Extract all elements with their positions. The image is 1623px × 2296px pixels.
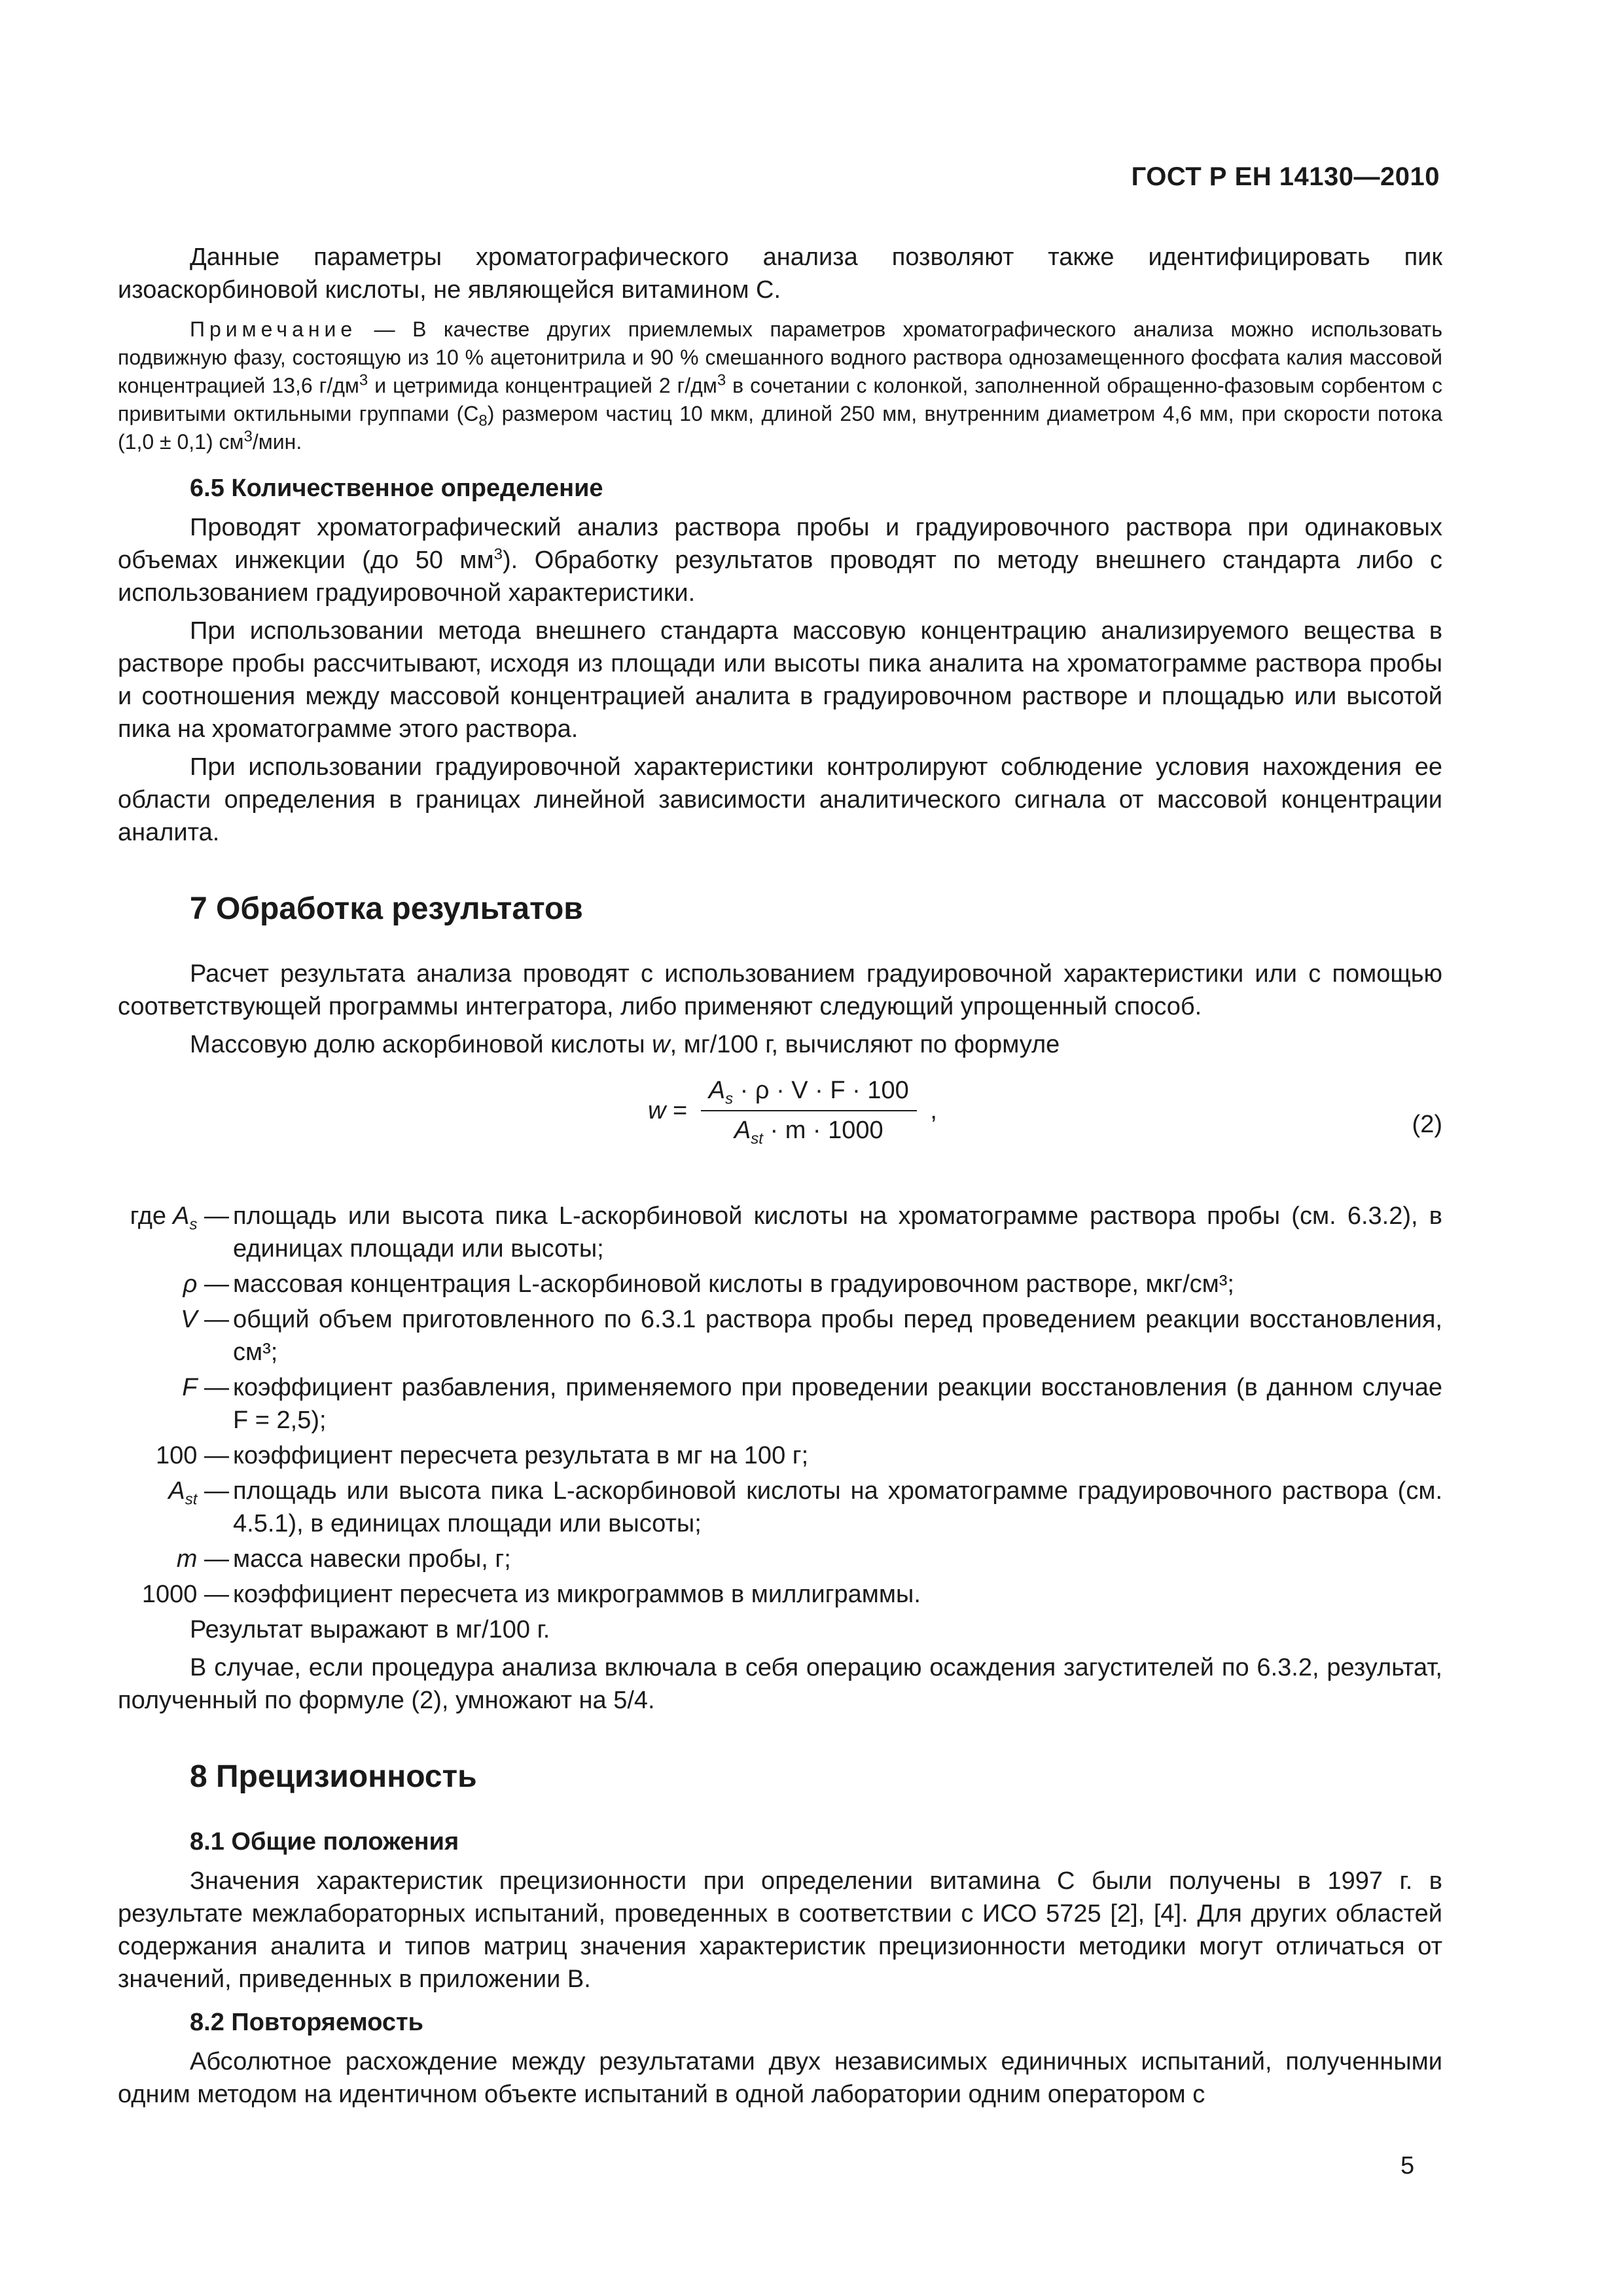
note-sup-1: 3 [359,371,368,389]
symbol-dash: — [197,1374,229,1401]
formula-numerator [701,1077,917,1111]
s65-p1-b: ). Обработку результатов проводят по методу внешнего стандарта либо с использованием градуировочной характеристики. [118,547,1442,607]
note-text-e: /мин. [252,430,302,454]
formula-2 [118,1073,1442,1184]
symbol-dash: — [197,1202,229,1230]
note-label: Примечание [190,317,357,341]
section-6-5-paragraph-2: При использовании метода внешнего стандарта массовую концентрацию анализируемого вещества в растворе пробы рассчитывают, исходя из площади или высоты пика аналита на хроматограмме раствора пробы и соотношения между массовой концентрацией аналита в градуировочном растворе и площадью или высотой пика на хроматограмме этого раствора. [118,617,1442,743]
formula-number: (2) [1412,1111,1442,1138]
symbol-dash: — [197,1545,229,1573]
definition-symbol [118,1200,229,1265]
section-7-paragraph-3: Результат выражают в мг/100 г. [190,1616,550,1643]
definition-text: масса навески пробы, г; [233,1545,511,1573]
page-number: 5 [1400,2152,1415,2179]
s7-p2-b: , мг/100 г, вычисляют по формуле [669,1031,1060,1058]
formula-denominator [726,1111,891,1148]
num-rest: · ρ · V · F · 100 [733,1077,909,1104]
definition-item [118,1578,1442,1611]
den-a-sub: st [751,1130,763,1148]
section-6-5-heading: 6.5 Количественное определение [190,475,603,502]
symbol-dash: — [197,1270,229,1298]
note-text-d: ) размером частиц 10 мкм, длиной 250 мм, внутренним диаметром 4,6 мм, при скорости потока (1,0 ± 0,1) см [118,402,1443,454]
definition-item [118,1543,1442,1575]
definition-symbol [118,1475,229,1540]
definition-symbol [118,1371,229,1437]
definition-item [118,1439,1442,1472]
note-sup-2: 3 [717,371,726,389]
symbol-dash: — [197,1477,229,1505]
definition-symbol [118,1439,229,1472]
formula-expression [648,1077,937,1148]
symbol-subscript: s [189,1215,198,1234]
document-body [118,241,1442,2116]
section-8-2-paragraph: Абсолютное расхождение между результатами двух независимых единичных испытаний, полученными одним методом на идентичном объекте испытаний в одной лаборатории одним оператором с [118,2048,1442,2108]
symbol-dash: — [197,1581,229,1608]
where-word: где [130,1202,167,1230]
symbol-main: 1000 [141,1581,198,1608]
note-text-a: В качестве других приемлемых параметров хроматографического анализа можно использовать подвижную фазу, состоящую из 10 % ацетонитрила и 90 % смешанного водного раствора однозамещенного фосфата калия массовой концентрацией 13,6 г/дм [118,317,1443,397]
symbol-main: ρ [183,1270,198,1298]
den-a: A [734,1117,751,1144]
definition-text: площадь или высота пика L-аскорбиновой кислоты на хроматограмме раствора пробы (см. 6.3.2), в единицах площади или высоты; [233,1202,1442,1263]
definition-text: коэффициент разбавления, применяемого при проведении реакции восстановления (в данном случае F = 2,5); [233,1374,1442,1434]
document-header: ГОСТ Р ЕН 14130—2010 [1131,162,1440,191]
formula-definitions [118,1200,1442,1611]
symbol-dash: — [197,1442,229,1469]
den-rest: · m · 1000 [762,1117,883,1144]
definition-item [118,1475,1442,1540]
definition-item [118,1268,1442,1300]
symbol-subscript: st [185,1490,198,1509]
symbol-main: A [173,1202,190,1230]
note-sub-1: 8 [478,412,488,430]
section-8-2-heading: 8.2 Повторяемость [190,2009,424,2036]
s65-p1-a: Проводят хроматографический анализ раствора пробы и градуировочного раствора при одинаковых объемах инжекции (до 50 мм [118,514,1442,574]
definition-text: площадь или высота пика L-аскорбиновой кислоты на хроматограмме градуировочного раствора (см. 4.5.1), в единицах площади или высоты; [233,1477,1442,1537]
note-paragraph [118,315,1442,456]
definition-item [118,1200,1442,1265]
symbol-main: V [181,1306,198,1333]
note-text-b: и цетримида концентрацией 2 г/дм [368,374,717,397]
formula-tail: , [923,1096,937,1124]
symbol-main: F [182,1374,198,1401]
s7-p2-a: Массовую долю аскорбиновой кислоты [190,1031,652,1058]
definition-text: массовая концентрация L-аскорбиновой кислоты в градуировочном растворе, мкг/см³; [233,1270,1234,1298]
section-8-1-paragraph: Значения характеристик прецизионности при определении витамина С были получены в 1997 г. в результате межлабораторных испытаний, проведенных в соответствии с ИСО 5725 [2], [4]. Для других областей содержания аналита и типов матриц значения характеристик прецизионности методики могут отличаться от значений, приведенных в приложении В. [118,1867,1442,1993]
definition-text: коэффициент пересчета из микрограммов в миллиграммы. [233,1581,921,1608]
definition-symbol [118,1543,229,1575]
note-sup-3: 3 [243,427,253,446]
definition-text: общий объем приготовленного по 6.3.1 раствора пробы перед проведением реакции восстановления, см³; [233,1306,1442,1366]
symbol-main: m [176,1545,198,1573]
note-text-c: в сочетании с колонкой, заполненной обращенно-фазовым сорбентом с привитыми октильными группами (C [118,374,1442,425]
section-7-paragraph-1: Расчет результата анализа проводят с использованием градуировочной характеристики или с помощью соответствующей программы интегратора, либо применяют следующий упрощенный способ. [118,960,1442,1020]
formula-fraction [701,1077,917,1148]
definition-symbol [118,1578,229,1611]
symbol-dash: — [197,1306,229,1333]
definition-item [118,1371,1442,1437]
formula-equals: = [666,1096,694,1124]
symbol-main: 100 [156,1442,198,1469]
intro-paragraph: Данные параметры хроматографического анализа позволяют также идентифицировать пик изоаскорбиновой кислоты, не являющейся витамином С. [118,243,1442,304]
section-7-paragraph-4: В случае, если процедура анализа включала в себя операцию осаждения загустителей по 6.3.2, результат, полученный по формуле (2), умножают на 5/4. [118,1654,1442,1714]
definition-symbol [118,1268,229,1300]
s65-p1-sup: 3 [493,545,503,564]
note-dash: — [357,317,413,341]
section-6-5-paragraph-1 [118,511,1442,609]
section-8-1-heading: 8.1 Общие положения [190,1828,459,1856]
definition-symbol [118,1303,229,1369]
section-7-paragraph-2 [118,1028,1442,1061]
section-6-5-paragraph-3: При использовании градуировочной характеристики контролируют соблюдение условия нахождения ее области определения в границах линейной зависимости аналитического сигнала от массовой концентрации аналита. [118,753,1442,846]
s7-p2-var: w [652,1031,670,1058]
section-7-heading: 7 Обработка результатов [190,891,583,926]
num-a-sub: s [725,1090,734,1108]
definition-item [118,1303,1442,1369]
section-8-heading: 8 Прецизионность [190,1759,477,1794]
formula-lhs: w [648,1096,666,1124]
symbol-main: A [168,1477,185,1505]
num-a: A [708,1077,726,1104]
definition-text: коэффициент пересчета результата в мг на 100 г; [233,1442,809,1469]
